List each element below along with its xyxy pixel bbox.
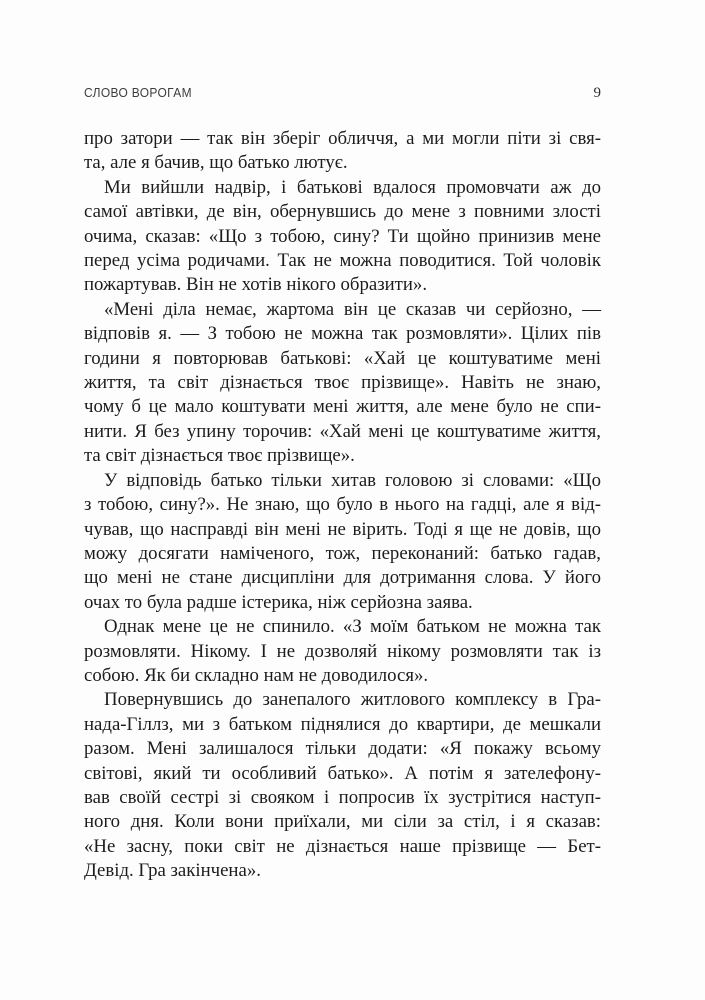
text-line: пожартував. Він не хотів нікого образити». <box>84 274 428 296</box>
text-line: собою. Як би складно нам не доводилося». <box>84 664 429 686</box>
text-line: що мені не стане дисципліни для дотримання слова. У його <box>84 567 601 589</box>
text-line: можу досягати наміченого, тож, переконаний: батько гадав, <box>84 542 601 564</box>
text-line: та світ дізнається твоє прізвище». <box>84 445 355 467</box>
running-header-title: СЛОВО ВОРОГАМ <box>84 85 192 100</box>
text-line: відповів я. — З тобою не можна так розмовляти». Цілих пів <box>84 323 601 345</box>
text-line: розмовляти. Нікому. І не дозволяй нікому розмовляти так із <box>84 640 601 662</box>
text-line: чував, що насправді він мені не вірить. Тоді я ще не довів, що <box>84 518 601 540</box>
text-line: Повернувшись до занепалого житлового комплексу в Гра- <box>104 689 601 711</box>
text-line: та, але я бачив, що батько лютує. <box>84 152 348 174</box>
paragraph <box>84 298 601 469</box>
text-line: життя, та світ дізнається твоє прізвище». Навіть не знаю, <box>84 372 601 394</box>
text-line: очима, сказав: «Що з тобою, сину? Ти щойно принизив мене <box>84 225 601 247</box>
text-line: нити. Я без упину торочив: «Хай мені це коштуватиме життя, <box>84 420 601 442</box>
text-line: Девід. Гра закінчена». <box>84 860 261 882</box>
text-line: години я повторював батькові: «Хай це коштуватиме мені <box>84 347 601 369</box>
text-line: «Мені діла немає, жартома він це сказав чи серйозно, — <box>104 298 601 320</box>
text-line: очах то була радше істерика, ніж серйозна заява. <box>84 591 473 613</box>
paragraph <box>84 176 601 298</box>
text-line: вав своїй сестрі зі свояком і попросив їх зустрітися наступ- <box>84 786 601 808</box>
text-line: ного дня. Коли вони приїхали, ми сіли за стіл, і я сказав: <box>84 811 601 833</box>
body-text <box>84 127 601 884</box>
text-line: світові, який ти особливий батько». А потім я зателефону- <box>84 762 601 784</box>
text-line: Ми вийшли надвір, і батькові вдалося промовчати аж до <box>104 176 601 198</box>
text-line: Однак мене це не спинило. «З моїм батьком не можна так <box>104 616 601 638</box>
running-header <box>84 85 601 102</box>
text-line: перед усіма родичами. Так не можна поводитися. Той чоловік <box>84 250 601 272</box>
text-line: разом. Мені залишалося тільки додати: «Я покажу всьому <box>84 738 601 760</box>
page-number: 9 <box>593 85 601 101</box>
paragraph <box>84 127 601 176</box>
paragraph <box>84 688 601 883</box>
text-line: самої автівки, де він, обернувшись до мене з повними злості <box>84 201 601 223</box>
paragraph <box>84 615 601 688</box>
text-line: «Не засну, поки світ не дізнається наше прізвище — Бет- <box>84 835 601 857</box>
paragraph <box>84 469 601 615</box>
text-line: чому б це мало коштувати мені життя, але мене було не спи- <box>84 396 601 418</box>
text-line: про затори — так він зберіг обличчя, а ми могли піти зі свя- <box>84 128 601 149</box>
text-line: з тобою, сину?». Не знаю, що було в нього на гадці, але я від- <box>84 494 601 516</box>
text-line: нада-Гіллз, ми з батьком піднялися до квартири, де мешкали <box>84 713 601 735</box>
text-line: У відповідь батько тільки хитав головою зі словами: «Що <box>104 469 601 491</box>
